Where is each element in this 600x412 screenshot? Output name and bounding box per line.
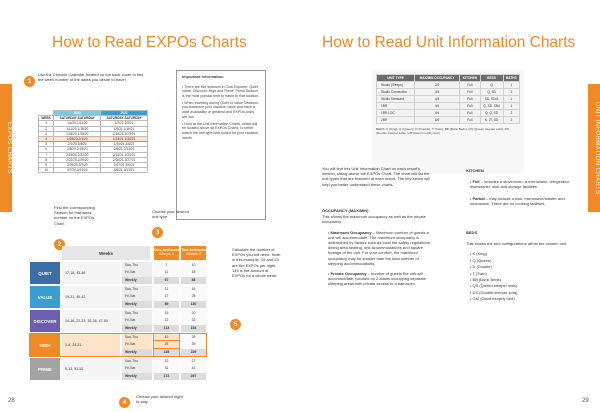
list-item: • K (King) xyxy=(470,251,487,257)
season-row-prime: PRIME 5-13, 51-52 Sun-Thu Fri-Sat Weekly 22 31 172 27 41 267 xyxy=(30,358,206,380)
expo-chart xyxy=(30,244,230,394)
step-5-marker: 5 xyxy=(230,319,241,330)
kitchen-section xyxy=(466,168,578,206)
info-title: Important Information xyxy=(182,74,224,79)
table-row: 8 2/22/20-2/29/20 2/20/21-2/27/21 xyxy=(39,157,148,162)
list-item: • DS (Double sleeper sofa) xyxy=(470,289,518,295)
unit-info-intro: You will find this Unit Information Chart on each resort's section, sitting above the EXPOs Chart. The chart will list the unit types that are featured at each resort. The key below will help you better understand these charts. xyxy=(322,166,430,187)
checkin-calendar xyxy=(38,110,148,173)
step-5-text: Calculate the number of EXPOs you will need. Note: in this example, 19 and 25 are the EXPOs per night. 145 is the amount of EXPOs for a whole week. xyxy=(232,247,282,279)
cal-header-2021: SATURDAY-SATURDAY xyxy=(101,116,148,121)
kitchen-title: KITCHEN xyxy=(466,168,484,173)
table-row: 2BR 6/6 Full K, 2T, SD 2 xyxy=(377,117,520,124)
private-occupancy-text: • Private Occupancy – number of guests the unit will accommodate, focused on 2 adults occupying separate sleeping areas with private access to a bathroom. xyxy=(328,271,426,287)
cal-header-week: WEEK xyxy=(39,116,54,121)
unit-info-title: How to Read Unit Information Charts xyxy=(322,34,576,51)
occupancy-text: This shows the maximum occupancy as well as the private occupancy. xyxy=(322,214,426,225)
list-item: • QS (Queen sleeper sofa) xyxy=(470,283,517,289)
page-number-left: 28 xyxy=(8,398,15,404)
list-item: • T (Twin) xyxy=(470,270,487,276)
unit-info-table: UNIT TYPE MAX/MIN OCCUPANCY KITCHEN BEDS BATHS Studio (Sleeps) 2/2 Full Q 1 Studio Connection 4/4 Full Q, SD 1 Studio Standard 4/4 Full SD, SD/A 1 1BR 4/4 Full Q, SD, SB4 1 1BR LOC 4/4 Full Q, Q, SD 2 2BR 6/6 Full K, 2T, SD 2 xyxy=(376,74,520,124)
list-item: • BB (Bunk Beds) xyxy=(470,276,501,282)
step-2-marker: 2 xyxy=(54,239,65,250)
table-row: Studio Standard 4/4 Full SD, SD/A 1 xyxy=(377,96,520,103)
beds-title: BEDS xyxy=(466,230,478,235)
table-row: 3 1/18/20-1/25/20 1/16/21-1/23/21 xyxy=(39,131,148,136)
occupancy-section xyxy=(322,208,434,287)
step-1-marker: 1 xyxy=(24,76,35,87)
beds-list xyxy=(466,251,578,301)
beds-section xyxy=(466,230,578,301)
step-2-text: Find the corresponding Season for that week number on the EXPOs Chart. xyxy=(54,205,95,226)
weeks-header: Weeks xyxy=(62,246,150,260)
list-item: • GM (Giant murphy bed) xyxy=(470,296,515,302)
kitchen-partial-text: • Partial – may include a sink, microwave/toaster and microwave. There are no cooking facilities. xyxy=(470,195,565,206)
max-occupancy-text: • Maximum Occupancy – Maximum number of guests a unit will accommodate. The maximum occupancy is determined by factors such as local fire safety regulations, dining area seating, unit accommodations and square footage of the unit. For your comfort, the maximum occupancy may be smaller than the total number of sleeping accommodations. xyxy=(328,229,431,266)
season-row-quiet: QUIET 17-18, 43-46 Sun-Thu Fri-Sat Weekly 7 11 57 10 18 88 xyxy=(30,262,206,284)
beds-text: This shows the bed configurations within the chosen unit. xyxy=(466,241,568,247)
expos-side-tab: EXPOS CHARTS xyxy=(0,84,12,212)
table-row: 10 3/7/20-3/14/20 3/6/21-3/13/21 xyxy=(39,168,148,173)
season-row-high: HIGH 1-4, 24-31 Sun-Thu Fri-Sat Weekly 19 25 145 25 39 229 xyxy=(30,334,206,356)
unit-info-box xyxy=(372,70,524,174)
important-info-box xyxy=(176,70,266,220)
expos-title: How to Read EXPOs Charts xyxy=(52,34,247,51)
step-3-marker: 3 xyxy=(152,227,163,238)
list-item: • D (Double) xyxy=(470,264,492,270)
unit-info-side-tab: UNIT INFORMATION CHARTS xyxy=(588,84,600,212)
year-2021: 2021 xyxy=(101,111,148,116)
info-bullet-1: • There are five seasons in Club Explorer: Quiet, Value, Discover, High and Prime. Prime Season is the most popular time to travel to that location. xyxy=(182,84,260,98)
occupancy-title: OCCUPANCY (MAX/MIN) xyxy=(322,208,369,213)
season-row-value: VALUE 19-21, 40-42 Sun-Thu Fri-Sat Weekly 11 17 89 16 25 130 xyxy=(30,286,206,308)
step-4-text: Choose your desired night to stay. xyxy=(136,394,183,405)
table-row: 9 2/29/20-3/7/20 2/27/21-3/6/21 xyxy=(39,162,148,167)
table-row: 5 2/1/20-2/8/20 1/30/21-2/6/21 xyxy=(39,142,148,147)
list-item: • Q (Queen) xyxy=(470,257,492,263)
table-row: 2 1/11/20-1/18/20 1/9/21-1/16/21 xyxy=(39,126,148,131)
one-bedroom-header: One-bedroom Sleeps 4 xyxy=(154,246,179,260)
beds-note: BEDS: K (King), Q (Queen), D (Double), T (Twin), BB (Bunk Beds), QS (Queen sleeper sofa), DS (Double sleeper sofa), GM (Giant murphy bed) xyxy=(376,127,509,135)
page-number-right: 29 xyxy=(582,398,589,404)
step-3-text: Choose your desired unit type. xyxy=(152,209,189,220)
table-row: Studio Connection 4/4 Full Q, SD 1 xyxy=(377,89,520,96)
table-row: 6 2/8/20-2/15/20 2/6/21-2/13/21 xyxy=(39,147,148,152)
table-row: 1 1/4/20-1/11/20 1/2/21-1/9/21 xyxy=(39,121,148,126)
kitchen-full-text: • Full – includes a stove/oven, a microwave, refrigerator, dishwasher, sink and storage facilities xyxy=(470,179,570,190)
two-bedroom-header: Two-bedroom Sleeps 6 xyxy=(181,246,206,260)
step-4-marker: 4 xyxy=(119,397,130,408)
year-2020: 2020 xyxy=(54,111,101,116)
info-bullet-2: • When traveling during Quiet or Value Seasons, you maximize your vacation value and have a wide availability at greatest and EXPOs costs are low. xyxy=(182,100,259,119)
info-bullet-3: • Look at the Unit Information Charts, which will be located above all EXPOs Charts, to better match the unit type best suited for your vacation needs. xyxy=(182,121,259,140)
table-row-highlighted: 4 1/25/20-2/1/20 1/23/21-1/30/21 xyxy=(39,136,148,141)
table-row: 1BR LOC 4/4 Full Q, Q, SD 2 xyxy=(377,110,520,117)
table-row: 7 2/15/20-2/22/20 2/13/21-2/20/21 xyxy=(39,152,148,157)
table-row: 1BR 4/4 Full Q, SD, SB4 1 xyxy=(377,103,520,110)
season-row-discover: DISCOVER 14-16, 22-23, 35-36, 47-50 Sun-Thu Fri-Sat Weekly 15 22 113 20 32 153 xyxy=(30,310,206,332)
table-row: Studio (Sleeps) 2/2 Full Q 1 xyxy=(377,82,520,89)
cal-header-2020: SATURDAY-SATURDAY xyxy=(54,116,101,121)
step-1-text: Use the Checkin Calendar located on the back cover to find the week number of the dates you desire to travel. xyxy=(38,72,144,83)
